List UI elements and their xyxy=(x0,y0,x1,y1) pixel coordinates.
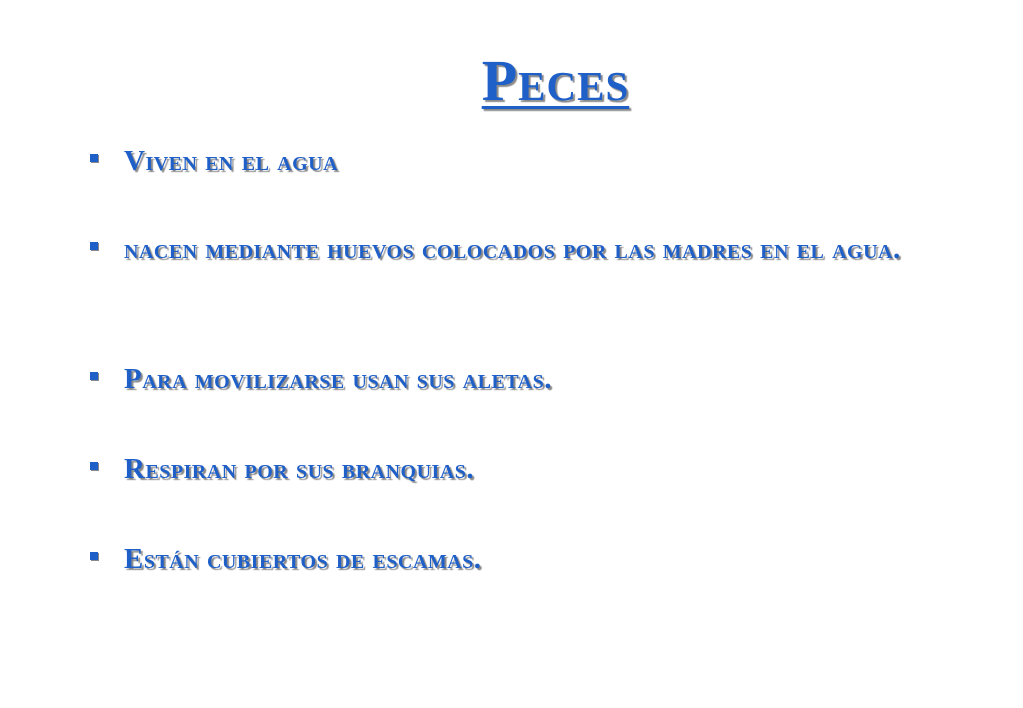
slide-title: Peces xyxy=(481,48,630,113)
bullet-text: Para movilizarse usan sus aletas. xyxy=(124,363,552,395)
bullet-text: Viven en el agua xyxy=(124,145,339,177)
bullet-item xyxy=(88,358,948,400)
bullet-item xyxy=(88,140,948,182)
bullet-text: Respiran por sus branquias. xyxy=(124,453,475,485)
bullet-text: nacen mediante huevos colocados por las madres en el agua. xyxy=(124,233,901,265)
bullet-item xyxy=(88,228,948,270)
bullet-text: Están cubiertos de escamas. xyxy=(124,543,482,575)
square-bullet-icon xyxy=(90,242,98,250)
square-bullet-icon xyxy=(90,372,98,380)
square-bullet-icon xyxy=(90,552,98,560)
bullet-item xyxy=(88,538,948,580)
bullet-item xyxy=(88,448,948,490)
square-bullet-icon xyxy=(90,154,98,162)
square-bullet-icon xyxy=(90,462,98,470)
